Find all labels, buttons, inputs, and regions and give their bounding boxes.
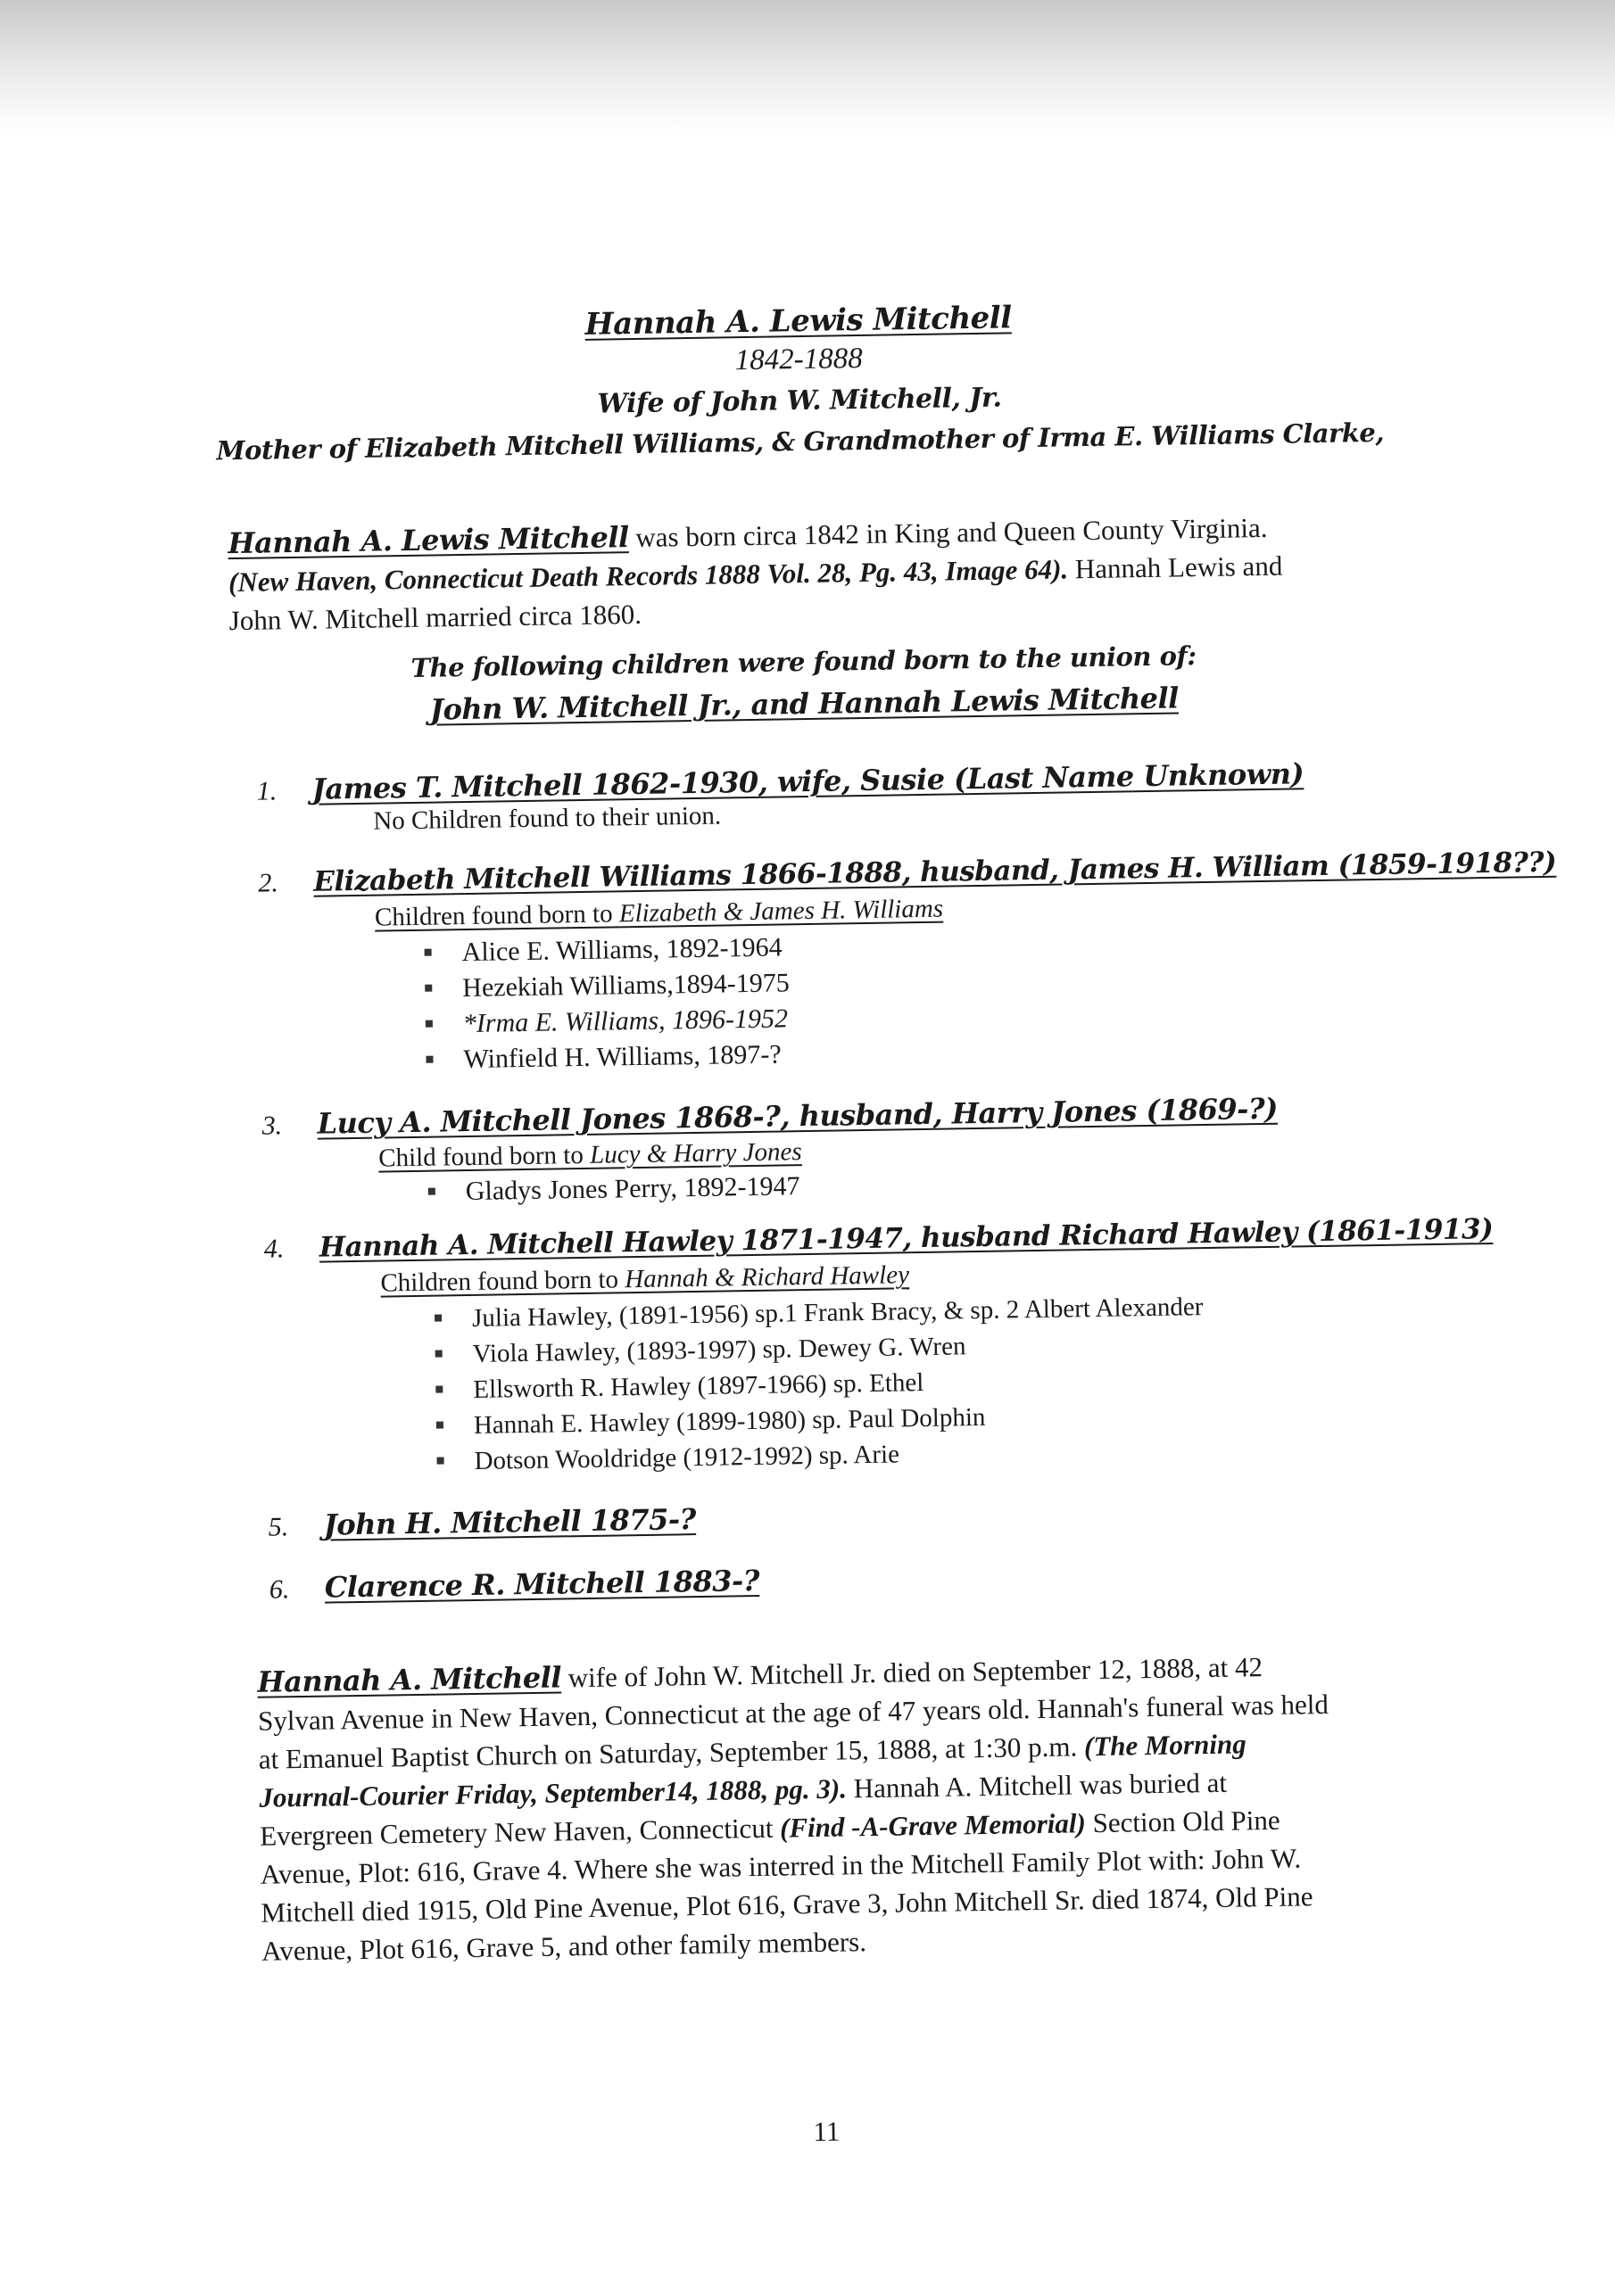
bullet-icon — [426, 1020, 433, 1028]
bullet-icon — [428, 1188, 435, 1195]
grandchild-name: Hannah E. Hawley (1899-1980) sp. Paul Dolphin — [473, 1402, 986, 1440]
child-entry-6 — [269, 1564, 760, 1606]
child-name: Elizabeth Mitchell Williams 1866-1888, husband, James H. William (1859-1918??) — [313, 846, 1557, 898]
children-found-heading — [380, 1260, 909, 1298]
mother-of-line: Mother of Elizabeth Mitchell Williams, & Grandmother of Irma E. Williams Clarke, — [216, 417, 1385, 467]
child-name: John H. Mitchell 1875-? — [323, 1502, 697, 1542]
life-years: 1842-1888 — [734, 342, 864, 377]
child-number: 2. — [258, 868, 279, 898]
list-item — [426, 1037, 791, 1078]
child-entry-4 — [264, 1213, 1494, 1265]
bullet-icon — [426, 1056, 433, 1063]
list-item — [425, 965, 790, 1006]
child-entry-1 — [256, 756, 1304, 806]
closing-name: Hannah A. Mitchell — [257, 1660, 562, 1699]
page-number: 11 — [813, 2115, 841, 2148]
child-number: 3. — [261, 1111, 283, 1141]
child-number: 1. — [256, 776, 277, 806]
page-title: Hannah A. Lewis Mitchell — [584, 300, 1012, 343]
sub-parents: Lucy & Harry Jones — [589, 1137, 802, 1169]
grandchild-name: Alice E. Williams, 1892-1964 — [461, 932, 783, 968]
sub-prefix: Children found born to — [374, 899, 620, 932]
closing-paragraph — [257, 1647, 1332, 1970]
bullet-icon — [435, 1315, 442, 1322]
grandchild-name: Viola Hawley, (1893-1997) sp. Dewey G. Wren — [472, 1332, 966, 1368]
bullet-icon — [436, 1422, 443, 1429]
following-line-1: The following children were found born to the union of: — [410, 640, 1197, 683]
bullet-icon — [425, 949, 432, 956]
grandchild-name: Julia Hawley, (1891-1956) sp.1 Frank Bracy, & sp. 2 Albert Alexander — [471, 1293, 1204, 1333]
sub-parents: Hannah & Richard Hawley — [625, 1260, 910, 1294]
bullet-icon — [435, 1350, 443, 1358]
children-found-heading — [375, 895, 944, 933]
sub-prefix: Child found born to — [378, 1140, 591, 1173]
grandchild-name: Gladys Jones Perry, 1892-1947 — [465, 1171, 800, 1207]
closing-text-1: wife of John W. Mitchell Jr. died on September 12, 1888, at 42 Sylvan Avenue in New Haven, Connecticut at the age of 47 years old. Hannah's funeral was held at Emanuel Baptist Church on Saturday, September 15, 1888, at 1:30 p.m. — [257, 1651, 1329, 1775]
grandchildren-list-3 — [428, 1169, 800, 1210]
children-found-heading — [378, 1137, 802, 1173]
intro-text-1: was born circa 1842 in King and Queen County Virginia. — [628, 511, 1268, 554]
list-item — [426, 1001, 791, 1042]
closing-text-2: Hannah A. Mitchell was buried at Evergreen Cemetery New Haven, Connecticut — [259, 1766, 1228, 1852]
intro-text-2: Hannah Lewis and John W. Mitchell married circa 1860. — [228, 549, 1283, 637]
child-entry-5 — [268, 1502, 696, 1543]
closing-source-1: (The Morning Journal-Courier Friday, September14, 1888, pg. 3). — [259, 1728, 1246, 1813]
grandchild-name: Winfield H. Williams, 1897-? — [463, 1039, 782, 1075]
list-item — [428, 1169, 800, 1210]
child-entry-2 — [258, 847, 1556, 899]
bullet-icon — [425, 985, 432, 992]
bullet-icon — [437, 1458, 444, 1465]
intro-name: Hannah A. Lewis Mitchell — [228, 520, 629, 561]
closing-text-3: Section Old Pine Avenue, Plot: 616, Grave 4. Where she was interred in the Mitchell Family Plot with: John W. Mitchell died 1915, Old Pine Avenue, Plot 616, Grave 3, John Mitchell Sr. died 1874, Old Pine Avenue, Plot 616, Grave 5, and other family members. — [260, 1804, 1313, 1967]
grandchild-name: Hezekiah Williams,1894-1975 — [462, 968, 790, 1003]
child-entry-3 — [261, 1092, 1278, 1142]
child-name: Hannah A. Mitchell Hawley 1871-1947, husband Richard Hawley (1861-1913) — [319, 1212, 1494, 1264]
list-item — [424, 929, 789, 970]
sub-prefix: Children found born to — [380, 1265, 625, 1298]
grandchildren-list-4 — [435, 1289, 1205, 1480]
grandchild-name: *Irma E. Williams, 1896-1952 — [462, 1003, 789, 1039]
wife-of-line: Wife of John W. Mitchell, Jr. — [597, 382, 1002, 420]
intro-paragraph — [228, 508, 1327, 640]
child-name: Clarence R. Mitchell 1883-? — [324, 1563, 760, 1605]
child-note: No Children found to their union. — [373, 801, 722, 836]
grandchildren-list-2 — [424, 929, 791, 1078]
sub-parents: Elizabeth & James H. Williams — [618, 894, 944, 929]
bullet-icon — [435, 1386, 443, 1393]
child-number: 5. — [268, 1512, 289, 1542]
child-name: James T. Mitchell 1862-1930, wife, Susie (Last Name Unknown) — [311, 756, 1304, 806]
closing-source-2: (Find -A-Grave Memorial) — [779, 1807, 1087, 1844]
following-line-2: John W. Mitchell Jr., and Hannah Lewis Mitchell — [429, 681, 1180, 727]
child-number: 4. — [263, 1234, 285, 1264]
child-name: Lucy A. Mitchell Jones 1868-?, husband, Harry Jones (1869-?) — [317, 1091, 1279, 1141]
grandchild-name: Dotson Wooldridge (1912-1992) sp. Arie — [474, 1440, 900, 1475]
child-number: 6. — [269, 1574, 290, 1605]
intro-source: (New Haven, Connecticut Death Records 1888 Vol. 28, Pg. 43, Image 64). — [228, 553, 1069, 599]
grandchild-name: Ellsworth R. Hawley (1897-1966) sp. Ethel — [473, 1368, 924, 1404]
